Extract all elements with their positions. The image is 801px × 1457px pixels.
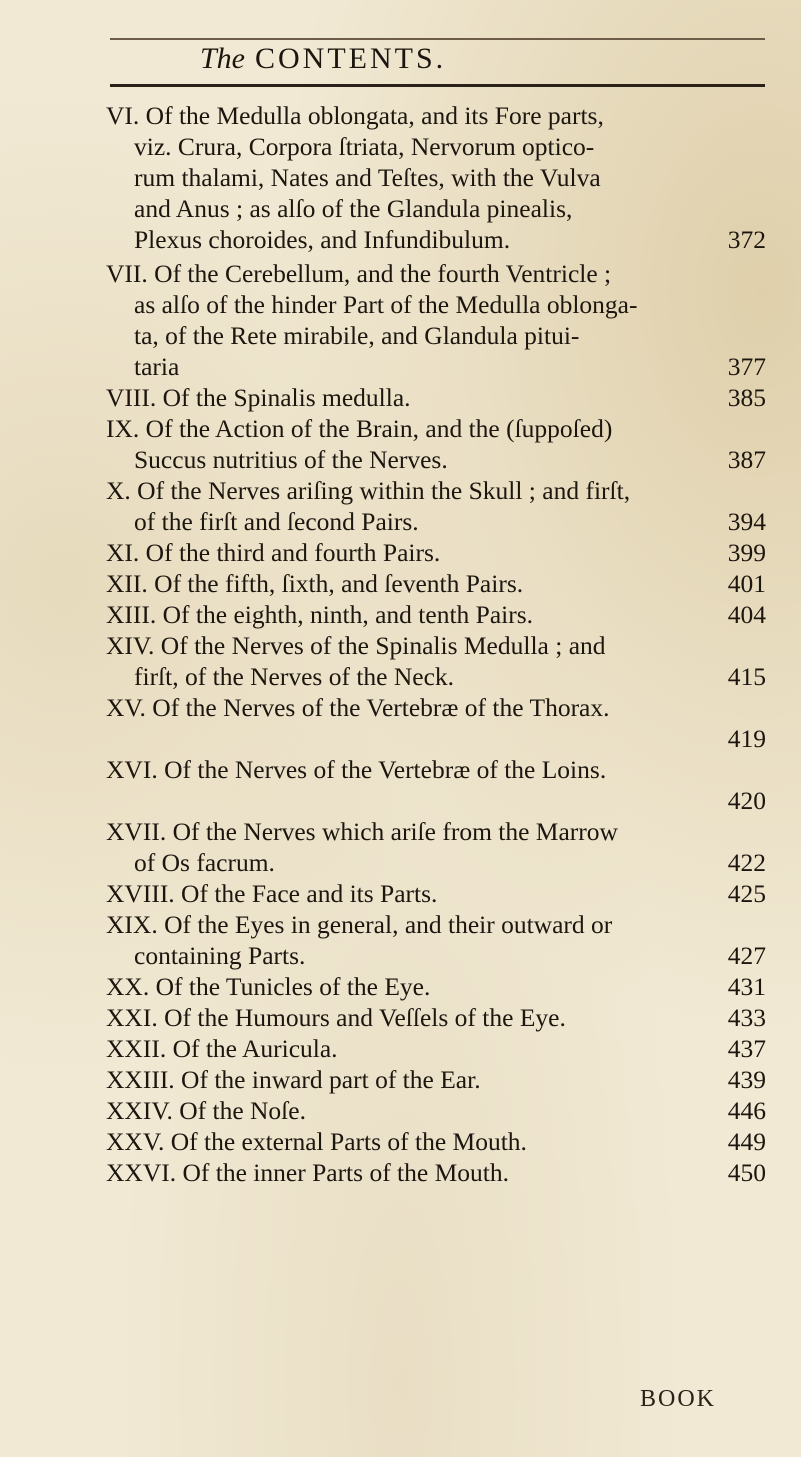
entry-text: of the firſt and ſecond Pairs. bbox=[134, 507, 419, 536]
entry-line bbox=[106, 568, 766, 599]
page-number: 404 bbox=[727, 600, 766, 629]
contents-entry bbox=[106, 475, 766, 537]
entry-text: VII. Of the Cerebellum, and the fourth Ventricle ; bbox=[106, 259, 612, 288]
entry-text: taria bbox=[134, 352, 180, 381]
entry-text: X. Of the Nerves ariſing within the Skull ; and firſt, bbox=[106, 476, 631, 505]
entry-line bbox=[106, 971, 766, 1002]
contents-entry bbox=[106, 100, 766, 255]
header-top-rule bbox=[110, 38, 765, 40]
entry-text: VIII. Of the Spinalis medulla. bbox=[106, 383, 411, 412]
contents-entry bbox=[106, 382, 766, 413]
page-number: 377 bbox=[727, 352, 766, 381]
entry-line bbox=[106, 351, 766, 382]
page-number: 427 bbox=[727, 941, 766, 970]
header-rule bbox=[110, 84, 765, 87]
page-number: 422 bbox=[727, 848, 766, 877]
page-number: 401 bbox=[727, 569, 766, 598]
contents-entry bbox=[106, 258, 766, 382]
entry-line bbox=[106, 1157, 766, 1188]
entry-text: IX. Of the Action of the Brain, and the (ſuppoſed) bbox=[106, 414, 613, 443]
contents-entry bbox=[106, 1157, 766, 1188]
entry-text: Plexus choroides, and Infundibulum. bbox=[134, 225, 511, 254]
contents-entry bbox=[106, 971, 766, 1002]
entry-text: XIX. Of the Eyes in general, and their outward or bbox=[106, 910, 613, 939]
entry-line bbox=[106, 1002, 766, 1033]
entry-text: XIII. Of the eighth, ninth, and tenth Pairs. bbox=[106, 600, 534, 629]
entry-line bbox=[106, 1095, 766, 1126]
page-header bbox=[200, 42, 630, 76]
entry-line bbox=[106, 224, 766, 255]
page-number: 415 bbox=[727, 662, 766, 691]
contents-entry bbox=[106, 630, 766, 692]
entry-line bbox=[106, 131, 766, 162]
page-number: 446 bbox=[727, 1096, 766, 1125]
contents-entry bbox=[106, 599, 766, 630]
page-number: 450 bbox=[727, 1158, 766, 1187]
contents-entry bbox=[106, 413, 766, 475]
entry-line bbox=[106, 785, 766, 816]
entry-line bbox=[106, 444, 766, 475]
header-title: CONTENTS. bbox=[255, 42, 447, 75]
entry-line bbox=[106, 475, 766, 506]
page-number: 394 bbox=[727, 507, 766, 536]
page-number: 372 bbox=[727, 225, 766, 254]
contents-entry bbox=[106, 568, 766, 599]
entry-text: XIV. Of the Nerves of the Spinalis Medulla ; and bbox=[106, 631, 606, 660]
page-number: 420 bbox=[727, 786, 766, 815]
entry-text: viz. Crura, Corpora ſtriata, Nervorum optico- bbox=[134, 132, 595, 161]
entry-text: as alſo of the hinder Part of the Medulla oblonga- bbox=[134, 290, 638, 319]
entry-text: XXIV. Of the Noſe. bbox=[106, 1096, 306, 1125]
contents-entry bbox=[106, 692, 766, 754]
page-number: 439 bbox=[727, 1065, 766, 1094]
entry-text: ta, of the Rete mirabile, and Glandula pitui- bbox=[134, 321, 580, 350]
entry-text: XVIII. Of the Face and its Parts. bbox=[106, 879, 438, 908]
entry-line bbox=[106, 1064, 766, 1095]
entry-line bbox=[106, 1033, 766, 1064]
page-number: 387 bbox=[727, 445, 766, 474]
entry-text: XXV. Of the external Parts of the Mouth. bbox=[106, 1127, 527, 1156]
page-number: 419 bbox=[727, 724, 766, 753]
page-number: 431 bbox=[727, 972, 766, 1001]
contents-entry bbox=[106, 1002, 766, 1033]
entry-line bbox=[106, 630, 766, 661]
entry-line bbox=[106, 599, 766, 630]
entry-text: rum thalami, Nates and Teſtes, with the Vulva bbox=[134, 163, 601, 192]
entry-line bbox=[106, 413, 766, 444]
entry-line bbox=[106, 909, 766, 940]
header-the: The bbox=[200, 42, 245, 75]
entry-text: XXVI. Of the inner Parts of the Mouth. bbox=[106, 1158, 509, 1187]
entry-line bbox=[106, 816, 766, 847]
entry-text: XII. Of the fifth, ſixth, and ſeventh Pairs. bbox=[106, 569, 524, 598]
entry-line bbox=[106, 537, 766, 568]
page-number: 425 bbox=[727, 879, 766, 908]
entry-line bbox=[106, 506, 766, 537]
entry-line bbox=[106, 382, 766, 413]
contents-entry bbox=[106, 1033, 766, 1064]
contents-entry bbox=[106, 816, 766, 878]
contents-entry bbox=[106, 1064, 766, 1095]
entry-line bbox=[106, 320, 766, 351]
entry-text: and Anus ; as alſo of the Glandula pinealis, bbox=[134, 194, 573, 223]
entry-text: containing Parts. bbox=[134, 941, 306, 970]
entry-line bbox=[106, 289, 766, 320]
entry-line bbox=[106, 1126, 766, 1157]
entry-text: XI. Of the third and fourth Pairs. bbox=[106, 538, 441, 567]
entry-line bbox=[106, 193, 766, 224]
entry-line bbox=[106, 754, 766, 785]
entry-line bbox=[106, 940, 766, 971]
entry-text: XX. Of the Tunicles of the Eye. bbox=[106, 972, 431, 1001]
entry-text: Succus nutritius of the Nerves. bbox=[134, 445, 448, 474]
contents-entry bbox=[106, 537, 766, 568]
entry-text: firſt, of the Nerves of the Neck. bbox=[134, 662, 455, 691]
entry-text: XXII. Of the Auricula. bbox=[106, 1034, 338, 1063]
page-number: 385 bbox=[727, 383, 766, 412]
entry-text: VI. Of the Medulla oblongata, and its Fore parts, bbox=[106, 101, 604, 130]
contents-entry bbox=[106, 1095, 766, 1126]
page-number: 437 bbox=[727, 1034, 766, 1063]
entry-line bbox=[106, 162, 766, 193]
page-number: 433 bbox=[727, 1003, 766, 1032]
contents-entry bbox=[106, 754, 766, 816]
entry-line bbox=[106, 723, 766, 754]
page-number: 399 bbox=[727, 538, 766, 567]
contents-entry bbox=[106, 878, 766, 909]
entry-text: of Os facrum. bbox=[134, 848, 275, 877]
page-number: 449 bbox=[727, 1127, 766, 1156]
entry-line bbox=[106, 100, 766, 131]
entry-line bbox=[106, 847, 766, 878]
entry-line bbox=[106, 661, 766, 692]
entry-line bbox=[106, 258, 766, 289]
entry-text: XXIII. Of the inward part of the Ear. bbox=[106, 1065, 481, 1094]
catchword: BOOK bbox=[640, 1386, 717, 1412]
entry-line bbox=[106, 692, 766, 723]
entry-line bbox=[106, 878, 766, 909]
entry-text: XVII. Of the Nerves which ariſe from the Marrow bbox=[106, 817, 618, 846]
contents-entry bbox=[106, 909, 766, 971]
entry-text: XV. Of the Nerves of the Vertebræ of the Thorax. bbox=[106, 693, 610, 722]
entry-text: XXI. Of the Humours and Veſſels of the Eye. bbox=[106, 1003, 566, 1032]
contents-entry bbox=[106, 1126, 766, 1157]
entry-text: XVI. Of the Nerves of the Vertebræ of the Loins. bbox=[106, 755, 607, 784]
